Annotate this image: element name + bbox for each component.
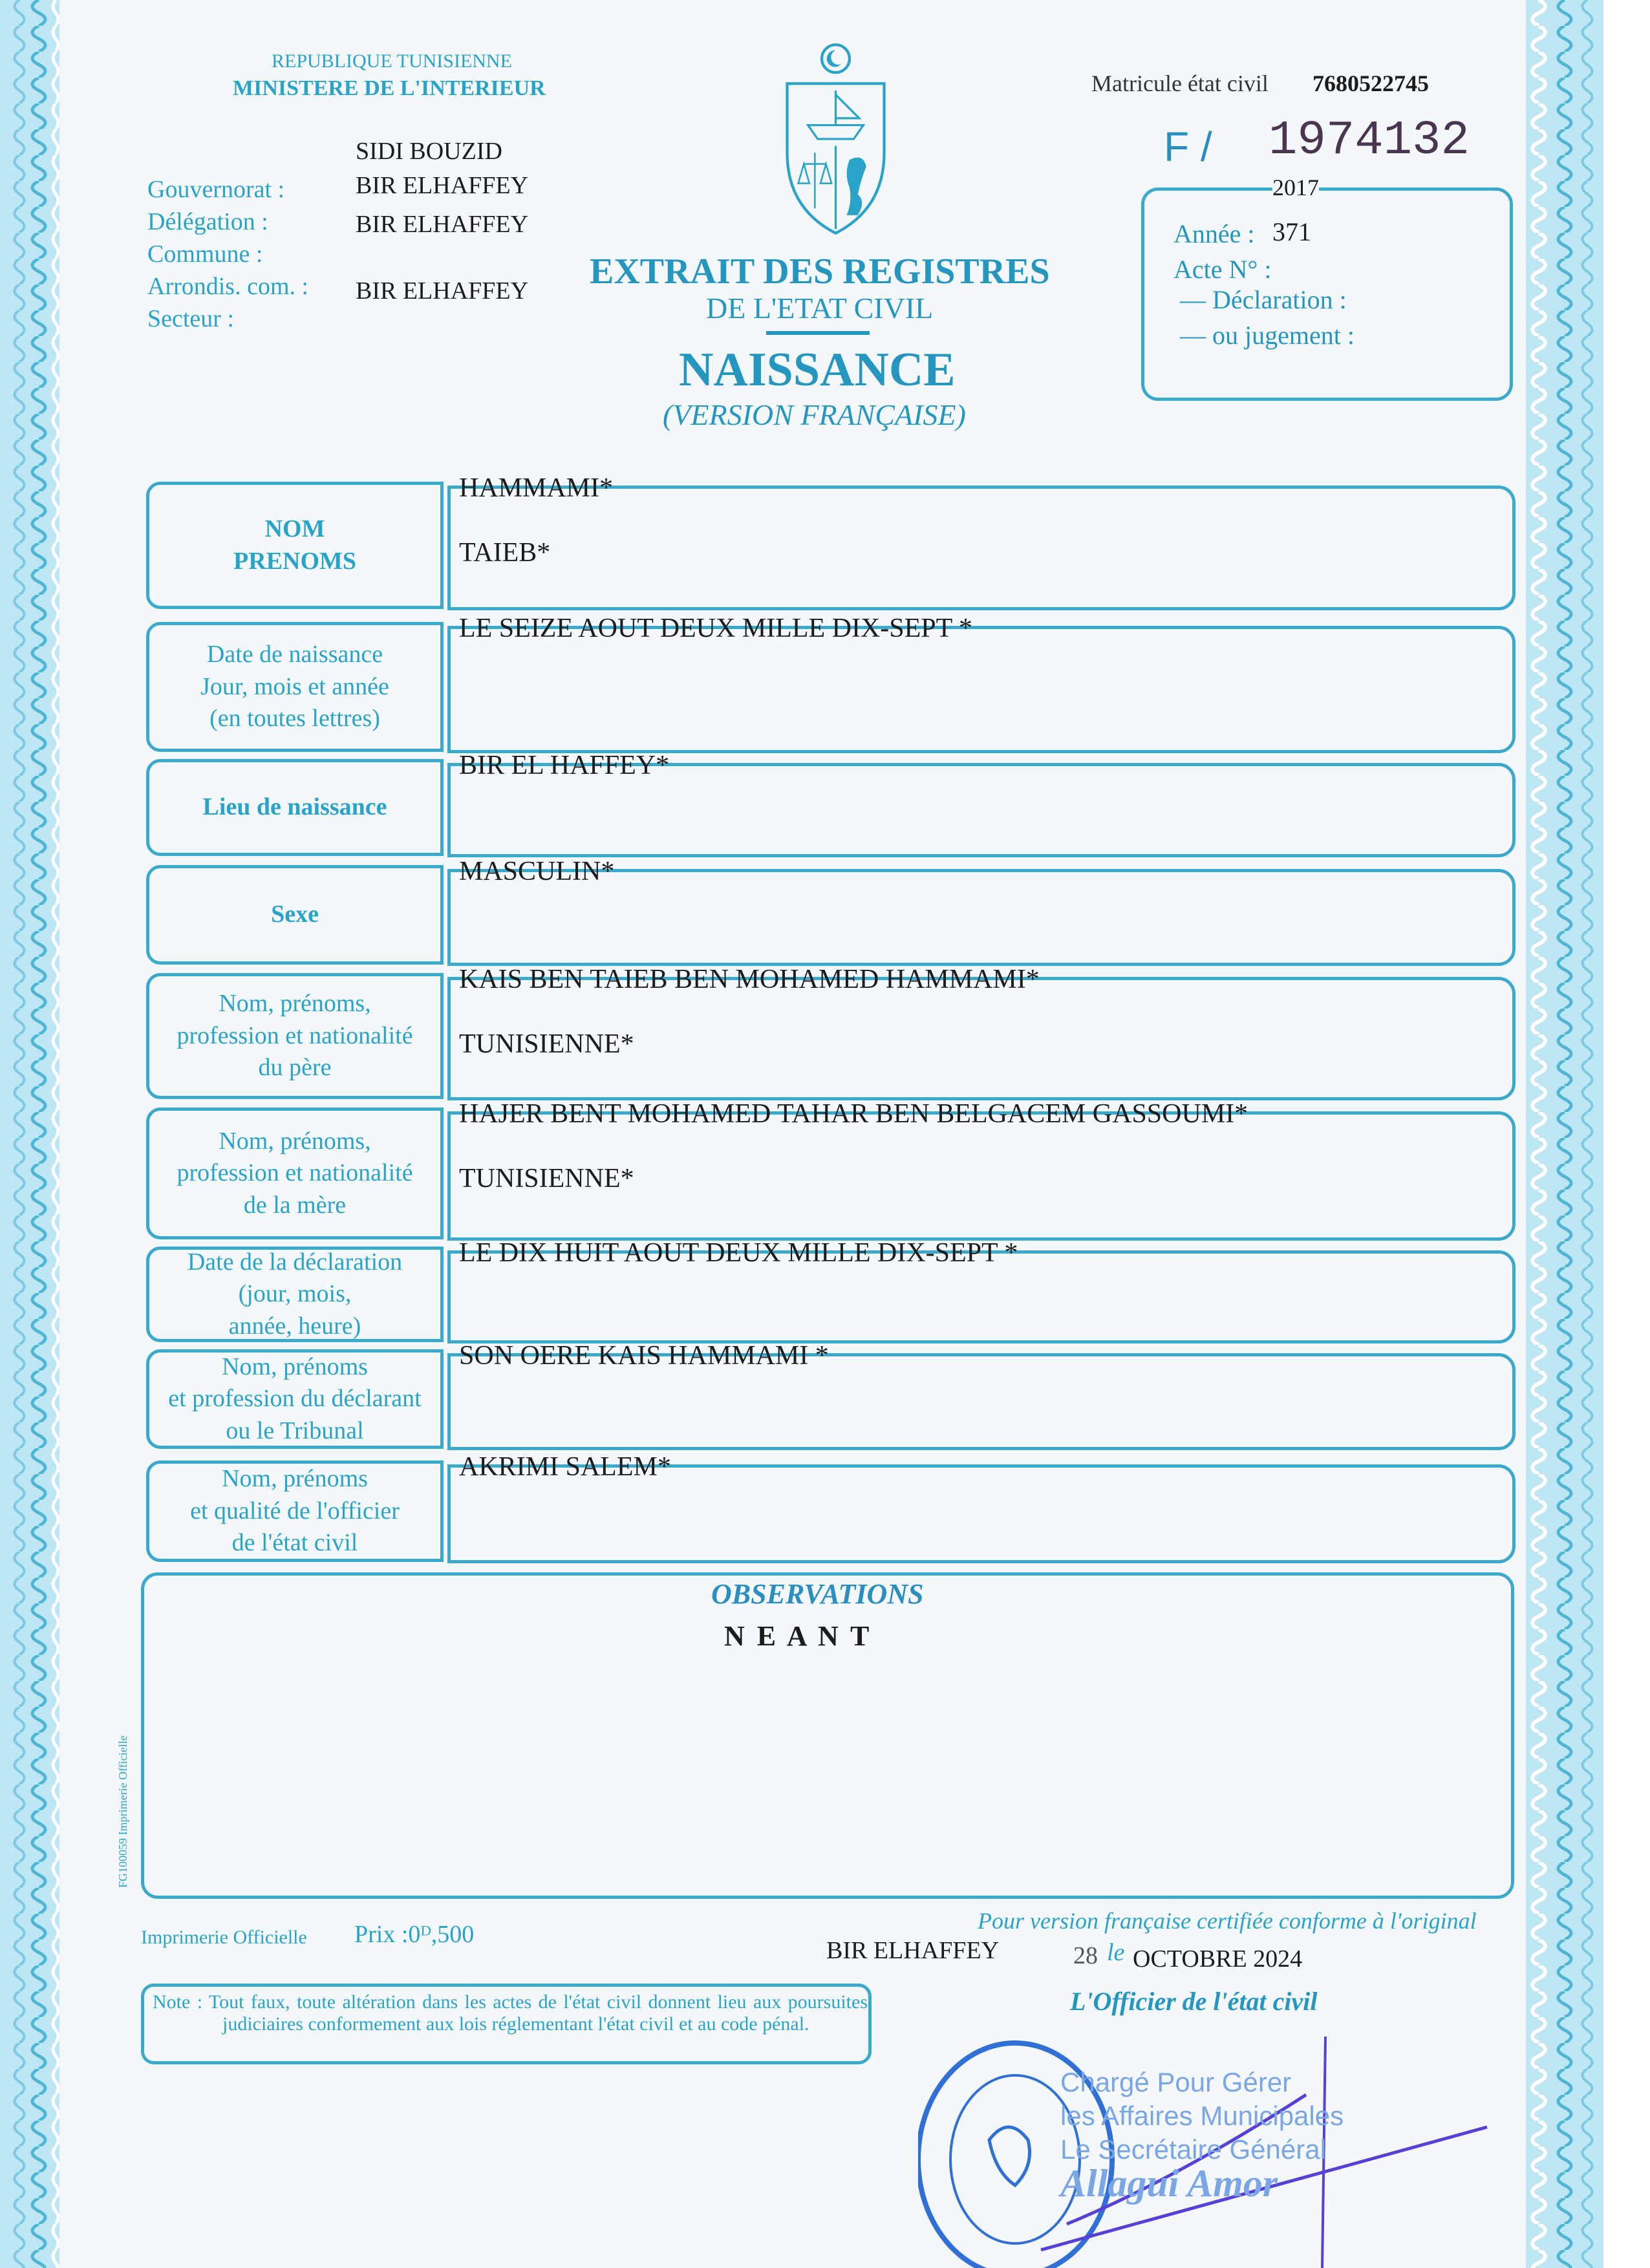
issue-place: BIR ELHAFFEY <box>826 1937 1000 1964</box>
title-naissance: NAISSANCE <box>679 343 956 396</box>
row-label <box>146 759 444 856</box>
row-label-line: de l'état civil <box>231 1529 358 1557</box>
row-label-line: Nom, prénoms, <box>219 990 371 1018</box>
row-label-line: Date de la déclaration <box>187 1248 403 1276</box>
row-label-line: de la mère <box>243 1191 347 1219</box>
issue-day: 28 <box>1073 1942 1098 1969</box>
tunisia-coat-of-arms-icon <box>773 42 899 236</box>
observations-value: N E A N T <box>724 1620 872 1652</box>
row-label <box>146 1107 444 1239</box>
row-value-box <box>447 486 1516 610</box>
label-arrondissement: Arrondis. com. : <box>147 273 309 300</box>
label-delegation: Délégation : <box>147 208 268 235</box>
row-label-line: NOM <box>264 515 325 543</box>
issue-date: OCTOBRE 2024 <box>1133 1945 1303 1973</box>
row-label-line: profession et nationalité <box>177 1159 413 1187</box>
row-value: KAIS BEN TAIEB BEN MOHAMED HAMMAMI* <box>459 965 1040 994</box>
label-commune: Commune : <box>147 241 263 268</box>
row-label <box>146 622 444 752</box>
row-label <box>146 1246 444 1342</box>
serial-number: 1974132 <box>1269 114 1470 168</box>
officer-title: L'Officier de l'état civil <box>1070 1987 1318 2016</box>
ministry-heading: MINISTERE DE L'INTERIEUR <box>233 76 546 100</box>
stamp-line: les Affaires Municipales <box>1060 2101 1344 2131</box>
row-label-line: Sexe <box>271 901 319 928</box>
certified-text: Pour version française certifiée conforme à l'original <box>978 1908 1477 1934</box>
governorate-name: SIDI BOUZID <box>356 138 502 165</box>
row-value-box <box>447 626 1516 753</box>
row-value: AKRIMI SALEM* <box>459 1452 671 1482</box>
row-label <box>146 973 444 1099</box>
serial-prefix: F / <box>1164 123 1212 170</box>
label-gouvernorat: Gouvernorat : <box>147 176 285 203</box>
legal-note: Note : Tout faux, toute altération dans les actes de l'état civil donnent lieu aux poursuites judiciaires conformement aux lois réglementant l'état civil et au code pénal. <box>153 1991 868 2035</box>
row-value: LE DIX HUIT AOUT DEUX MILLE DIX-SEPT * <box>459 1238 1018 1268</box>
left-guilloche-border <box>0 0 59 2268</box>
title-extrait: EXTRAIT DES REGISTRES <box>590 251 1050 292</box>
annee-value: 371 <box>1272 217 1311 246</box>
printer-label: Imprimerie Officielle <box>141 1927 307 1948</box>
printer-side-code: FG100059 Imprimerie Officielle <box>116 1735 129 1888</box>
row-label <box>146 1460 444 1562</box>
row-label <box>146 865 444 965</box>
row-label-line: PRENOMS <box>233 547 356 575</box>
title-etat-civil: DE L'ETAT CIVIL <box>706 292 934 325</box>
annee-label: Année : <box>1173 219 1255 248</box>
title-version: (VERSION FRANÇAISE) <box>663 398 966 431</box>
row-label-line: profession et nationalité <box>177 1022 413 1049</box>
row-value: HAJER BENT MOHAMED TAHAR BEN BELGACEM GASSOUMI* <box>459 1099 1248 1129</box>
title-divider <box>766 331 870 335</box>
value-gouvernorat: BIR ELHAFFEY <box>356 172 529 199</box>
stamp-line: Allagui Amor <box>1060 2162 1278 2205</box>
stamp-line: Le Secrétaire Général <box>1060 2134 1326 2165</box>
row-label <box>146 1349 444 1449</box>
matricule-value: 7680522745 <box>1312 70 1429 96</box>
row-label-line: Nom, prénoms <box>222 1465 368 1493</box>
row-value: TUNISIENNE* <box>459 1164 634 1193</box>
row-value: LE SEIZE AOUT DEUX MILLE DIX-SEPT * <box>459 614 973 643</box>
republic-heading: REPUBLIQUE TUNISIENNE <box>272 50 512 72</box>
jugement-label: — ou jugement : <box>1180 321 1355 350</box>
row-value: HAMMAMI* <box>459 473 614 503</box>
row-label-line: année, heure) <box>228 1312 361 1340</box>
right-guilloche-border <box>1526 0 1603 2268</box>
row-label-line: Jour, mois et année <box>200 672 389 700</box>
row-label-line: du père <box>258 1054 332 1082</box>
row-label-line: Nom, prénoms, <box>219 1127 371 1155</box>
stamp-text <box>1060 2066 1344 2205</box>
row-value: MASCULIN* <box>459 857 615 886</box>
row-label-line: et qualité de l'officier <box>190 1497 400 1524</box>
value-arrondissement: BIR ELHAFFEY <box>356 277 529 305</box>
row-value: BIR EL HAFFEY* <box>459 751 670 780</box>
row-label-line: ou le Tribunal <box>226 1417 364 1444</box>
row-value: TUNISIENNE* <box>459 1029 634 1059</box>
declaration-label: — Déclaration : <box>1180 285 1347 314</box>
row-value: SON OERE KAIS HAMMAMI * <box>459 1341 829 1371</box>
acte-year: 2017 <box>1272 175 1319 200</box>
row-label <box>146 482 444 609</box>
row-value: TAIEB* <box>459 538 551 568</box>
stamp-line: Chargé Pour Gérer <box>1060 2067 1292 2097</box>
label-secteur: Secteur : <box>147 305 235 332</box>
observations-title: OBSERVATIONS <box>711 1578 924 1610</box>
value-delegation: BIR ELHAFFEY <box>356 211 529 238</box>
issue-le: le <box>1107 1939 1125 1966</box>
row-label-line: Date de naissance <box>206 641 383 669</box>
row-label-line: (en toutes lettres) <box>209 705 380 733</box>
location-labels <box>147 173 308 335</box>
price-label: Prix :0ᴰ,500 <box>354 1921 475 1948</box>
row-label-line: (jour, mois, <box>238 1280 352 1308</box>
row-label-line: et profession du déclarant <box>168 1385 422 1413</box>
matricule-label: Matricule état civil <box>1091 70 1269 96</box>
acte-number-label: Acte N° : <box>1173 255 1272 284</box>
row-label-line: Lieu de naissance <box>202 793 387 821</box>
row-label-line: Nom, prénoms <box>222 1353 368 1380</box>
